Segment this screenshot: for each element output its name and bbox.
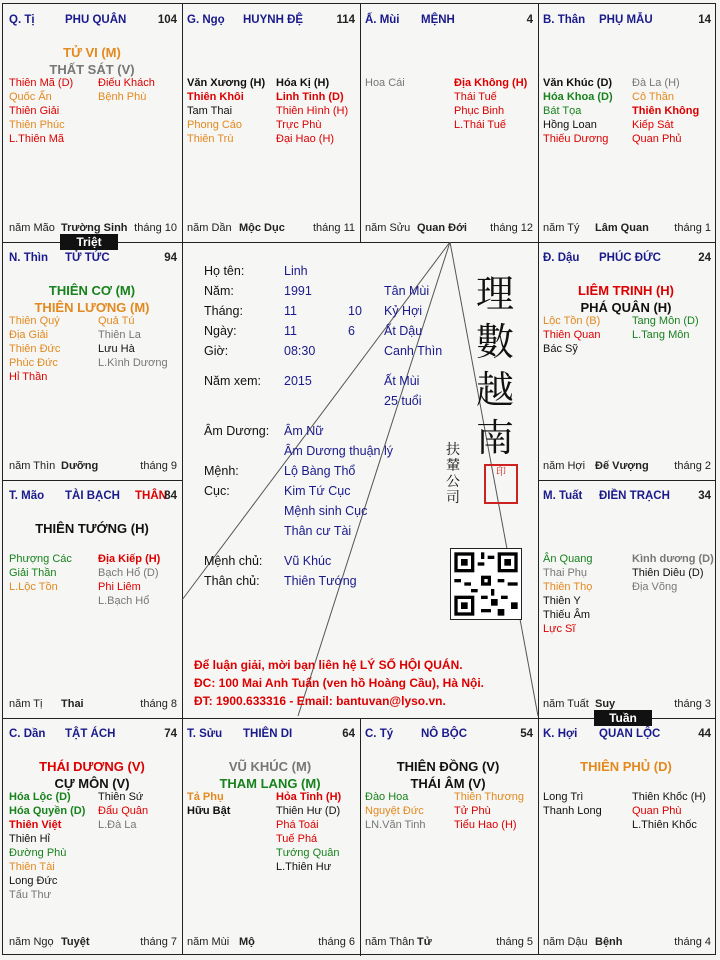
- palace-mao[interactable]: [3, 480, 181, 718]
- label-thang: Tháng:: [204, 304, 243, 318]
- palace-tuat[interactable]: [537, 480, 715, 718]
- palace-header: [9, 728, 177, 740]
- stars-left: [543, 314, 600, 356]
- palace-name: NÔ BỘC: [421, 728, 467, 740]
- footer-month: tháng 2: [674, 460, 711, 472]
- palace-number: 4: [526, 14, 533, 26]
- minor-star: Địa Không (H): [454, 77, 528, 89]
- footer-year: năm Dần: [187, 222, 232, 234]
- minor-star: Thiên La: [98, 329, 141, 341]
- minor-star: Linh Tinh (D): [276, 91, 344, 103]
- minor-star: Bát Tọa: [543, 105, 582, 117]
- palace-name: MỆNH: [421, 14, 455, 26]
- main-star: PHÁ QUÂN (H): [580, 300, 672, 315]
- than-chu-value: Thiên Tướng: [284, 574, 357, 588]
- label-ho-ten: Họ tên:: [204, 264, 245, 278]
- minor-star: Thiên Hư (D): [276, 805, 341, 817]
- footer-stage: Quan Đới: [417, 222, 467, 234]
- main-stars: [181, 758, 359, 792]
- footer-year: năm Hợi: [543, 460, 586, 472]
- palace-header: [9, 490, 177, 502]
- minor-star: Hóa Kị (H): [276, 77, 330, 89]
- gio-can: Canh Thìn: [384, 344, 443, 358]
- stars-left: [365, 790, 426, 832]
- contact-line-2: ĐC: 100 Mai Anh Tuấn (ven hồ Hoàng Cầu), Hà Nội.: [194, 676, 485, 690]
- center-panel: [182, 242, 538, 716]
- minor-star: L.Tang Môn: [632, 329, 690, 341]
- stars-right: [632, 76, 699, 146]
- footer-month: tháng 4: [674, 936, 711, 948]
- palace-can-chi: C. Dần: [9, 728, 46, 740]
- minor-star: Tuế Phá: [276, 833, 318, 845]
- palace-can-chi: K. Hợi: [543, 728, 578, 740]
- palace-header: [365, 14, 533, 26]
- footer-year: năm Ngọ: [9, 936, 54, 948]
- minor-star: Thiên Quan: [543, 329, 601, 341]
- palace-can-chi: T. Mão: [9, 490, 45, 502]
- minor-star: Địa Kiếp (H): [98, 553, 161, 565]
- minor-star: Thai Phụ: [543, 567, 588, 579]
- palace-can-chi: Q. Tị: [9, 14, 35, 26]
- palace-header: [543, 490, 711, 502]
- minor-star: L.Thiên Khốc: [632, 819, 697, 831]
- stars-right: [632, 314, 699, 342]
- footer-stage: Lâm Quan: [595, 222, 649, 234]
- minor-star: Địa Giải: [9, 329, 49, 341]
- minor-star: Đà La (H): [632, 77, 680, 89]
- minor-star: Đường Phù: [9, 847, 67, 859]
- minor-star: Kiếp Sát: [632, 119, 674, 131]
- palace-ngo[interactable]: [181, 4, 359, 242]
- minor-star: Phong Cáo: [187, 119, 243, 131]
- stars-right: [276, 76, 348, 146]
- stars-right: [454, 790, 524, 832]
- palace-name: TẬT ÁCH: [65, 728, 116, 740]
- main-stars: [3, 520, 181, 537]
- palace-suu[interactable]: [181, 718, 359, 956]
- main-star: THẤT SÁT (V): [49, 62, 135, 77]
- menh-chu-value: Vũ Khúc: [284, 554, 332, 568]
- minor-star: Điếu Khách: [98, 77, 155, 89]
- palace-name: ĐIỀN TRẠCH: [599, 490, 670, 502]
- minor-star: Quan Phủ: [632, 133, 682, 145]
- stars-left: [543, 552, 593, 636]
- minor-star: Thiếu Dương: [543, 133, 609, 145]
- minor-star: L.Thái Tuế: [454, 119, 506, 131]
- am-duong-value: Âm Nữ: [284, 424, 324, 438]
- palace-footer: [543, 222, 711, 234]
- stars-right: [98, 76, 155, 104]
- footer-month: tháng 8: [140, 698, 177, 710]
- minor-star: Thiên Mã (D): [9, 77, 74, 89]
- main-star: THIÊN ĐỒNG (V): [396, 759, 500, 774]
- minor-star: Tang Môn (D): [632, 315, 699, 327]
- minor-star: Lực Sĩ: [543, 623, 576, 635]
- minor-star: L.Lộc Tồn: [9, 581, 58, 593]
- stars-right: [276, 790, 341, 874]
- palace-header: [187, 14, 355, 26]
- footer-year: năm Tuất: [543, 698, 589, 710]
- palace-header: [543, 728, 711, 740]
- stars-left: [9, 552, 72, 594]
- main-star: THIÊN PHỦ (D): [580, 759, 672, 774]
- minor-star: Lưu Hà: [98, 343, 135, 355]
- footer-year: năm Mùi: [187, 936, 230, 948]
- minor-star: L.Thiên Hư: [276, 861, 332, 873]
- palace-footer: [543, 936, 711, 948]
- minor-star: Trực Phù: [276, 119, 322, 131]
- minor-star: Quả Tú: [98, 315, 135, 327]
- triet-tag: Triệt: [60, 234, 118, 250]
- menh-value: Lộ Bàng Thổ: [284, 464, 356, 478]
- minor-star: Địa Võng: [632, 581, 678, 593]
- palace-name: QUAN LỘC: [599, 728, 661, 740]
- minor-star: Phục Binh: [454, 105, 505, 117]
- minor-star: Lộc Tồn (B): [543, 315, 601, 327]
- am-duong-value-2: Âm Dương thuận lý: [284, 444, 393, 458]
- label-menh: Mệnh:: [204, 464, 239, 478]
- footer-stage: Suy: [595, 698, 616, 710]
- minor-star: Thiên Phúc: [9, 119, 65, 131]
- main-stars: [3, 282, 181, 316]
- minor-star: L.Thiên Mã: [9, 133, 65, 145]
- stars-right: [632, 552, 714, 594]
- minor-star: Thiên Không: [632, 105, 700, 117]
- palace-thin[interactable]: [3, 242, 181, 480]
- nam-value: 1991: [284, 284, 312, 298]
- ngay-am: 6: [348, 324, 355, 338]
- footer-month: tháng 10: [134, 222, 177, 234]
- nam-xem-value: 2015: [284, 374, 312, 388]
- footer-month: tháng 9: [140, 460, 177, 472]
- footer-month: tháng 11: [312, 222, 355, 234]
- stars-left: [187, 790, 230, 818]
- ho-ten-value: Linh: [284, 264, 308, 278]
- minor-star: Nguyệt Đức: [365, 805, 424, 817]
- cuc-value: Kim Tứ Cục: [284, 484, 351, 498]
- stars-left: [543, 76, 613, 146]
- thang-am: 10: [348, 304, 362, 318]
- minor-star: Hồng Loan: [543, 119, 597, 131]
- palace-name: HUYNH ĐỆ: [243, 14, 304, 26]
- minor-star: Hóa Khoa (D): [543, 91, 613, 103]
- minor-star: Phi Liêm: [98, 581, 141, 593]
- minor-star: Hỉ Thần: [9, 371, 48, 383]
- palace-number: 44: [698, 728, 711, 740]
- palace-mui[interactable]: [359, 4, 537, 242]
- palace-footer: [543, 698, 711, 710]
- palace-can-chi: B. Thân: [543, 14, 586, 26]
- stars-left: [187, 76, 265, 146]
- palace-name: PHỤ MẪU: [599, 14, 653, 26]
- footer-month: tháng 3: [674, 698, 711, 710]
- palace-number: 104: [157, 14, 177, 26]
- footer-stage: Tử: [417, 936, 432, 948]
- minor-star: Thiếu Âm: [543, 609, 591, 621]
- minor-star: Bác Sỹ: [543, 343, 578, 355]
- palace-number: 94: [164, 252, 177, 264]
- palace-can-chi: Đ. Dậu: [543, 252, 580, 264]
- footer-month: tháng 12: [490, 222, 533, 234]
- stars-right: [98, 790, 148, 832]
- minor-star: Phúc Đức: [9, 357, 58, 369]
- main-star: VŨ KHÚC (M): [228, 759, 312, 774]
- palace-footer: [9, 936, 177, 948]
- palace-name: TỬ TỨC: [65, 252, 110, 264]
- palace-header: [9, 14, 177, 26]
- footer-stage: Mộc Dục: [239, 222, 285, 234]
- minor-star: Tướng Quân: [276, 847, 340, 859]
- tuoi-value: 25 tuổi: [384, 394, 422, 408]
- palace-footer: [9, 222, 177, 234]
- footer-year: năm Sửu: [365, 222, 411, 234]
- palace-header: [365, 728, 533, 740]
- palace-header: [543, 14, 711, 26]
- main-star: THIÊN CƠ (M): [48, 283, 136, 298]
- minor-star: Quốc Ấn: [9, 91, 52, 103]
- footer-month: tháng 5: [496, 936, 533, 948]
- main-star: CỰ MÔN (V): [54, 776, 130, 791]
- footer-stage: Mộ: [239, 936, 255, 948]
- main-star: LIÊM TRINH (H): [577, 283, 675, 298]
- red-seal: 印: [484, 464, 518, 504]
- palace-footer: [543, 460, 711, 472]
- label-than-chu: Thân chủ:: [204, 574, 260, 588]
- footer-year: năm Dậu: [543, 936, 588, 948]
- palace-header: [543, 252, 711, 264]
- ngay-can: Ất Dậu: [384, 324, 423, 338]
- main-stars: [537, 282, 715, 316]
- calligraphy-small: 扶輦公司: [446, 442, 460, 506]
- minor-star: Thiên Việt: [9, 819, 62, 831]
- minor-star: Thanh Long: [543, 805, 602, 817]
- palace-can-chi: T. Sửu: [187, 728, 223, 740]
- minor-star: Thiên Thương: [454, 791, 525, 803]
- minor-star: Thiên Quý: [9, 315, 60, 327]
- minor-star: Quan Phù: [632, 805, 682, 817]
- label-menh-chu: Mệnh chủ:: [204, 554, 263, 568]
- label-nam: Năm:: [204, 284, 234, 298]
- palace-dan[interactable]: [3, 718, 181, 956]
- footer-month: tháng 1: [674, 222, 711, 234]
- palace-number: 114: [336, 14, 355, 26]
- palace-can-chi: M. Tuất: [543, 490, 583, 502]
- palace-number: 74: [164, 728, 177, 740]
- label-cuc: Cục:: [204, 484, 230, 498]
- minor-star: Hoa Cái: [365, 77, 405, 89]
- main-stars: [537, 758, 715, 775]
- stars-right: [632, 790, 706, 832]
- minor-star: Thiên Đức: [9, 343, 61, 355]
- footer-stage: Đế Vượng: [595, 460, 649, 472]
- minor-star: L.Bạch Hổ: [98, 595, 150, 607]
- minor-star: Cô Thần: [632, 91, 674, 103]
- minor-star: Thái Tuế: [454, 91, 497, 103]
- than-marker: THÂN: [135, 490, 167, 502]
- palace-can-chi: N. Thìn: [9, 252, 48, 264]
- palace-name: THIÊN DI: [243, 728, 293, 740]
- minor-star: Thiên Khôi: [187, 91, 244, 103]
- palace-than[interactable]: [537, 4, 715, 242]
- minor-star: Đào Hoa: [365, 791, 409, 803]
- minor-star: L.Đà La: [98, 819, 137, 831]
- palace-ti[interactable]: [3, 4, 181, 242]
- nam-can: Tân Mùi: [384, 284, 430, 298]
- cuc-value-2: Mệnh sinh Cục: [284, 504, 368, 518]
- minor-star: Tiểu Hao (H): [454, 819, 517, 831]
- main-stars: [3, 758, 181, 792]
- minor-star: Thiên Khốc (H): [632, 791, 706, 803]
- minor-star: Thiên Trù: [187, 133, 234, 145]
- minor-star: LN.Văn Tinh: [365, 819, 426, 831]
- palace-can-chi: G. Ngọ: [187, 14, 225, 26]
- footer-month: tháng 6: [318, 936, 355, 948]
- main-star: THIÊN LƯƠNG (M): [34, 300, 150, 315]
- thang-value: 11: [284, 304, 297, 318]
- palace-name: PHU QUÂN: [65, 14, 127, 26]
- footer-stage: Tuyệt: [61, 936, 90, 948]
- label-am-duong: Âm Dương:: [204, 424, 270, 438]
- calligraphy-logo: 理數越南: [475, 272, 514, 460]
- minor-star: Tấu Thư: [9, 889, 52, 901]
- footer-stage: Bệnh: [595, 936, 623, 948]
- minor-star: L.Kình Dương: [98, 357, 168, 369]
- palace-name: TÀI BẠCH: [65, 490, 120, 502]
- footer-stage: Trường Sinh: [61, 222, 128, 234]
- palace-can-chi: Ấ. Mùi: [365, 14, 400, 26]
- main-star: THÁI DƯƠNG (V): [39, 759, 145, 774]
- cuc-value-3: Thân cư Tài: [284, 524, 352, 538]
- label-nam-xem: Năm xem:: [204, 374, 261, 388]
- main-star: THIÊN TƯỚNG (H): [35, 521, 149, 536]
- palace-number: 84: [164, 490, 177, 502]
- label-gio: Giờ:: [204, 344, 229, 358]
- minor-star: Tả Phụ: [187, 791, 224, 803]
- label-ngay: Ngày:: [204, 324, 237, 338]
- minor-star: Long Đức: [9, 875, 58, 887]
- minor-star: Thiên Hình (H): [276, 105, 349, 117]
- stars-right: [98, 552, 160, 608]
- stars-left: [365, 76, 405, 90]
- main-star: THAM LANG (M): [219, 776, 321, 791]
- main-stars: [359, 758, 537, 792]
- stars-left: [9, 790, 85, 902]
- minor-star: Thiên Diêu (D): [632, 567, 704, 579]
- palace-footer: [365, 222, 533, 234]
- minor-star: Thiên Thọ: [543, 581, 593, 593]
- stars-left: [9, 76, 73, 146]
- footer-month: tháng 7: [140, 936, 177, 948]
- nam-xem-can: Ất Mùi: [384, 374, 420, 388]
- minor-star: Hỏa Tinh (H): [276, 791, 342, 803]
- palace-footer: [187, 936, 355, 948]
- stars-left: [543, 790, 602, 818]
- minor-star: Thiên Sứ: [98, 791, 144, 803]
- gio-value: 08:30: [284, 344, 316, 358]
- ngay-value: 11: [284, 324, 297, 338]
- footer-year: năm Tý: [543, 222, 580, 234]
- stars-right: [454, 76, 527, 132]
- minor-star: Thiên Tài: [9, 861, 55, 873]
- minor-star: Giải Thần: [9, 567, 57, 579]
- minor-star: Phá Toái: [276, 819, 319, 831]
- minor-star: Đẩu Quân: [98, 805, 149, 817]
- minor-star: Đại Hao (H): [276, 133, 335, 145]
- main-star: THÁI ÂM (V): [410, 776, 486, 791]
- minor-star: Thiên Giải: [9, 105, 60, 117]
- minor-star: Văn Xương (H): [187, 77, 266, 89]
- qr-code[interactable]: [450, 548, 522, 620]
- footer-year: năm Thìn: [9, 460, 56, 472]
- palace-footer: [187, 222, 355, 234]
- minor-star: Kình dương (D): [632, 553, 714, 565]
- palace-header: [9, 252, 177, 264]
- minor-star: Bệnh Phù: [98, 91, 147, 103]
- palace-name: PHÚC ĐỨC: [599, 252, 661, 264]
- contact-line-3: ĐT: 1900.633316 - Email: bantuvan@lyso.vn.: [194, 694, 446, 708]
- palace-header: [187, 728, 355, 740]
- main-star: TỬ VI (M): [63, 45, 121, 60]
- minor-star: Long Trì: [543, 791, 584, 803]
- minor-star: Văn Khúc (D): [543, 77, 613, 89]
- palace-number: 54: [520, 728, 533, 740]
- palace-hoi[interactable]: [537, 718, 715, 956]
- main-stars: [3, 44, 181, 78]
- minor-star: Hóa Lộc (D): [9, 791, 71, 803]
- minor-star: Hữu Bật: [187, 805, 231, 817]
- palace-number: 64: [342, 728, 355, 740]
- minor-star: Bạch Hổ (D): [98, 567, 159, 579]
- palace-number: 24: [698, 252, 711, 264]
- footer-year: năm Tị: [9, 698, 43, 710]
- footer-year: năm Thân: [365, 936, 415, 948]
- palace-dau[interactable]: [537, 242, 715, 480]
- stars-right: [98, 314, 168, 370]
- palace-footer: [9, 460, 177, 472]
- minor-star: Hóa Quyền (D): [9, 805, 86, 817]
- tuan-tag: Tuần: [594, 710, 652, 726]
- minor-star: Thiên Hỉ: [9, 833, 50, 845]
- palace-number: 34: [698, 490, 711, 502]
- palace-footer: [365, 936, 533, 948]
- palace-number: 14: [698, 14, 711, 26]
- palace-ty[interactable]: [359, 718, 537, 956]
- contact-line-1: Để luận giải, mời bạn liên hệ LÝ SỐ HỘI QUÁN.: [194, 658, 463, 672]
- footer-year: năm Mão: [9, 222, 55, 234]
- minor-star: Thiên Y: [543, 595, 581, 607]
- thang-can: Kỷ Hợi: [384, 304, 423, 318]
- stars-left: [9, 314, 60, 384]
- minor-star: Tử Phù: [454, 805, 491, 817]
- footer-stage: Thai: [61, 698, 84, 710]
- palace-footer: [9, 698, 177, 710]
- footer-stage: Dưỡng: [61, 460, 99, 472]
- palace-can-chi: C. Tý: [365, 728, 394, 740]
- minor-star: Phượng Các: [9, 553, 72, 565]
- minor-star: Tam Thai: [187, 105, 233, 117]
- minor-star: Ân Quang: [543, 553, 593, 565]
